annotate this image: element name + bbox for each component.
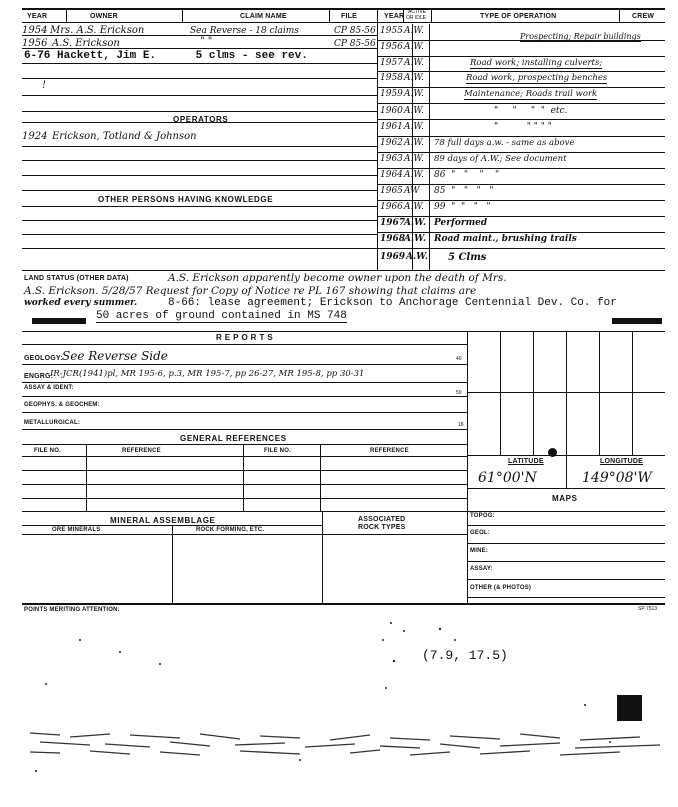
op-status-1955: A.W.	[404, 26, 424, 36]
assay-num: 50	[456, 390, 462, 396]
op-type-1963: 89 days of A.W.; See document	[434, 154, 567, 164]
op-status-1958: A.W.	[404, 73, 424, 83]
maps-other: OTHER (& PHOTOS)	[470, 585, 532, 591]
op-status-1959: A.W.	[404, 89, 424, 99]
gr-reference-1: REFERENCE	[122, 448, 161, 454]
op-status-1960: A.W.	[404, 106, 424, 116]
reports-label: REPORTS	[216, 333, 276, 342]
file-2: CP 85-56	[334, 39, 376, 49]
op-year-1957: 1957	[380, 58, 403, 68]
form-number: SP 7513	[638, 606, 658, 612]
metallurgical-num: 18	[458, 422, 464, 428]
op-type-1961: " " " " "	[494, 122, 552, 132]
op-type-1969: 5 Clms	[448, 252, 487, 263]
owner-typed-row: 6-76 Hackett, Jim E. 5 clms - see rev.	[24, 50, 308, 62]
header-file: FILE	[341, 13, 357, 20]
grid-reference: (7.9, 17.5)	[422, 648, 508, 663]
owner-year-2: 1956	[22, 38, 48, 49]
metallurgical-label: METALLURGICAL:	[24, 420, 81, 426]
op-year-1965: 1965	[380, 186, 403, 196]
op-type-1968: Road maint., brushing trails	[434, 234, 577, 244]
op-year-1966: 1966	[380, 202, 403, 212]
gr-file-no-1: FILE NO.	[34, 448, 61, 454]
op-status-1968: A.W.	[404, 234, 426, 244]
claim-name-1: Sea Reverse - 18 claims	[190, 26, 299, 36]
longitude-label: LONGITUDE	[600, 458, 644, 465]
op-status-1966: A.W.	[404, 202, 424, 212]
op-type-1956: Prospecting; Repair buildings	[520, 32, 641, 41]
header-or-idle: OR IDLE	[406, 15, 427, 21]
op-type-1957: Road work; installing culverts;	[470, 58, 603, 68]
claim-name-2: " "	[200, 36, 213, 47]
latitude-label: LATITUDE	[508, 458, 544, 465]
op-type-1965: 85 " " " "	[434, 186, 494, 196]
rock-forming-label: ROCK FORMING, ETC.	[196, 527, 265, 533]
op-type-1964: 86 " " " "	[434, 170, 500, 180]
header-active: ACTIVE	[408, 9, 427, 15]
op-status-1956: A.W.	[404, 42, 424, 52]
general-references-label: GENERAL REFERENCES	[180, 434, 287, 443]
geology-value: See Reverse Side	[62, 349, 168, 363]
associated-label: ASSOCIATED	[358, 516, 406, 523]
longitude-value: 149°08'W	[582, 470, 652, 486]
op-status-1965: AW	[404, 186, 420, 196]
op-status-1964: A.W.	[404, 170, 424, 180]
gr-reference-2: REFERENCE	[370, 448, 409, 454]
operator-name-1: Erickson, Totland & Johnson	[52, 131, 197, 142]
op-type-1966: 99 " " " "	[434, 202, 491, 212]
op-type-1962: 78 full days a.w. - same as above	[434, 138, 575, 148]
mineral-assemblage-label: MINERAL ASSEMBLAGE	[110, 516, 216, 525]
op-year-1956: 1956	[380, 42, 403, 52]
op-year-1955: 1955	[380, 26, 403, 36]
op-year-1958: 1958	[380, 73, 403, 83]
op-year-1960: 1960	[380, 106, 403, 116]
owner-name-2: A.S. Erickson	[52, 38, 120, 49]
header-year: YEAR	[27, 13, 48, 20]
geology-label: GEOLOGY:	[24, 355, 63, 362]
engrg-value: IR-JCR(1941)pl, MR 195-6, p.3, MR 195-7, pp 26-27, MR 195-8, pp 30-31	[50, 369, 365, 379]
points-meriting-attention-label: POINTS MERITING ATTENTION:	[24, 607, 120, 613]
latitude-value: 61°00'N	[478, 470, 537, 486]
owner-name-1: Mrs. A.S. Erickson	[50, 25, 145, 36]
op-year-1967: 1967	[380, 218, 406, 228]
op-year-1969: 1969	[380, 252, 406, 262]
op-type-1958: Road work, prospecting benches	[466, 73, 608, 83]
rock-types-label: ROCK TYPES	[358, 524, 406, 531]
op-status-1969: A.W.	[406, 252, 428, 262]
maps-assay: ASSAY:	[470, 566, 493, 572]
land-status-label: LAND STATUS (OTHER DATA)	[24, 275, 129, 282]
header-crew: CREW	[632, 13, 655, 20]
header-type-of-operation: TYPE OF OPERATION	[480, 13, 557, 20]
maps-geol: GEOL:	[470, 530, 490, 536]
land-status-line-3-typed: 8-66: lease agreement; Erickson to Anchorage Centennial Dev. Co. for	[168, 297, 617, 309]
maps-mine: MINE:	[470, 548, 488, 554]
maps-label: MAPS	[552, 494, 578, 503]
op-status-1967: A.W.	[404, 218, 426, 228]
op-status-1963: A.W.	[404, 154, 424, 164]
land-status-line-3-hw: worked every summer.	[24, 298, 138, 308]
op-year-1961: 1961	[380, 122, 403, 132]
land-status-line-2: A.S. Erickson. 5/28/57 Request for Copy of Notice re PL 167 showing that claims are	[24, 285, 477, 297]
op-year-1968: 1968	[380, 234, 406, 244]
op-year-1964: 1964	[380, 170, 403, 180]
gr-file-no-2: FILE NO.	[264, 448, 291, 454]
header-owner: OWNER	[90, 13, 118, 20]
op-status-1961: A.W.	[404, 122, 424, 132]
land-status-line-4: 50 acres of ground contained in MS 748	[96, 310, 347, 322]
geophys-label: GEOPHYS. & GEOCHEM:	[24, 402, 100, 408]
ore-minerals-label: ORE MINERALS	[52, 527, 101, 533]
op-status-1957: A.W.	[404, 58, 424, 68]
op-year-1959: 1959	[380, 89, 403, 99]
op-year-1963: 1963	[380, 154, 403, 164]
operators-label: OPERATORS	[173, 115, 229, 124]
header-claim-name: CLAIM NAME	[240, 13, 287, 20]
op-type-1967: Performed	[434, 218, 488, 228]
op-type-1960: " " " " etc.	[494, 106, 568, 116]
owner-row-mark: !	[42, 80, 47, 91]
file-1: CP 85-56	[334, 26, 376, 36]
header-year-2: YEAR	[384, 13, 405, 20]
geology-num: 40	[456, 356, 462, 362]
owner-year-1: 1954	[22, 25, 48, 36]
other-persons-label: OTHER PERSONS HAVING KNOWLEDGE	[98, 195, 274, 204]
op-year-1962: 1962	[380, 138, 403, 148]
land-status-line-1: A.S. Erickson apparently become owner upon the death of Mrs.	[168, 272, 507, 284]
maps-topog: TOPOG:	[470, 513, 495, 519]
assay-label: ASSAY & IDENT:	[24, 385, 74, 391]
engrg-label: ENGRG:	[24, 373, 54, 380]
op-status-1962: A.W.	[404, 138, 424, 148]
operator-year-1: 1924	[22, 131, 48, 142]
op-type-1959: Maintenance; Roads trail work	[464, 89, 598, 99]
